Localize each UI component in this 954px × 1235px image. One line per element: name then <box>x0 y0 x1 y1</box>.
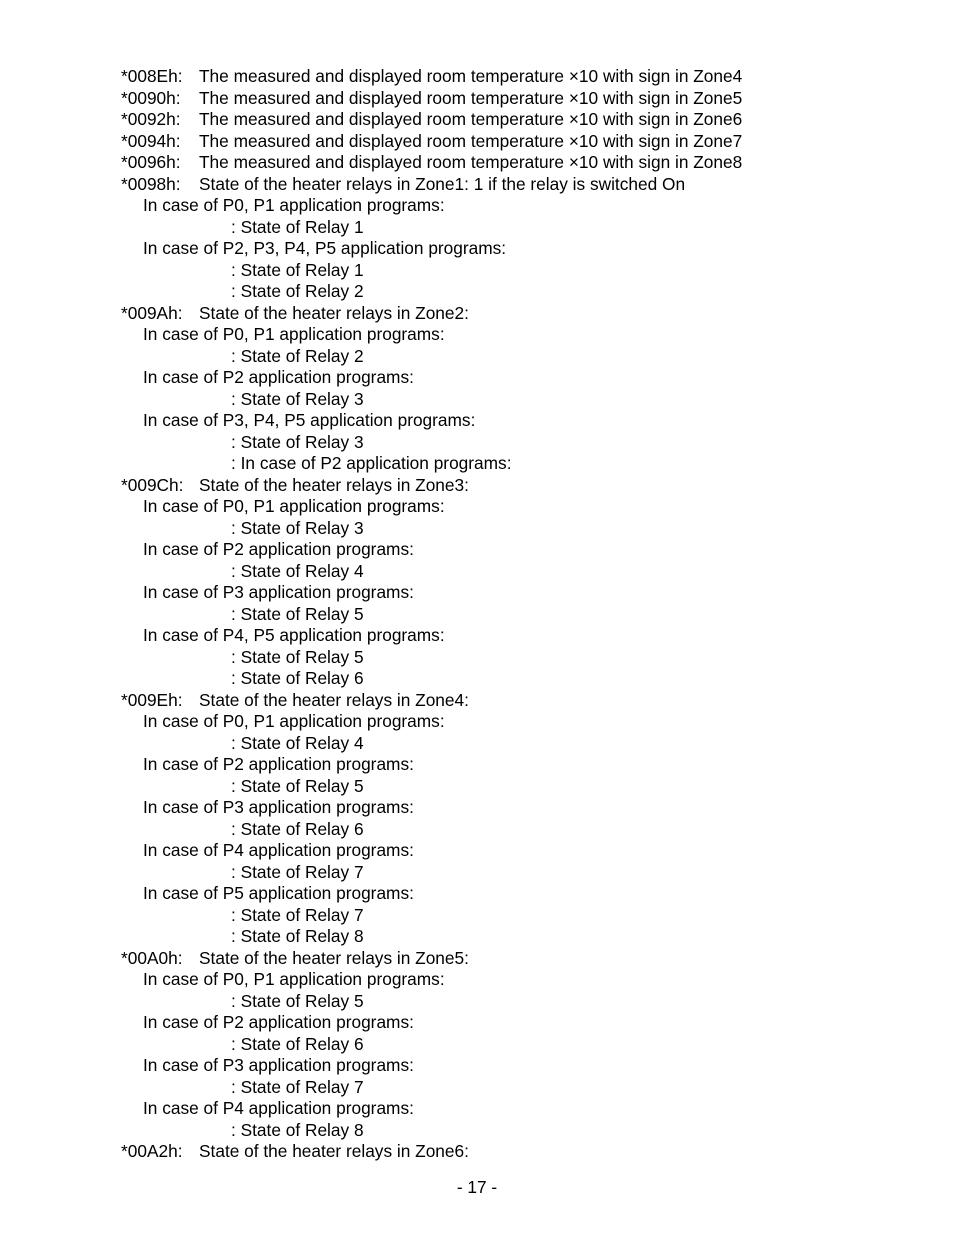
register-address: *009Ch: <box>121 474 184 495</box>
program-case-line <box>0 754 954 776</box>
relay-state-text: : State of Relay 8 <box>231 1119 364 1140</box>
register-description: State of the heater relays in Zone3: <box>199 474 469 495</box>
relay-state-line <box>0 518 954 540</box>
register-description: State of the heater relays in Zone4: <box>199 689 469 710</box>
program-case-line <box>0 496 954 518</box>
document-body <box>0 66 954 1163</box>
relay-state-text: : State of Relay 2 <box>231 281 364 301</box>
program-case-text: In case of P2 application programs: <box>143 367 414 387</box>
relay-state-line <box>0 905 954 927</box>
relay-state-line <box>0 217 954 239</box>
register-address: *0090h: <box>121 87 181 108</box>
relay-state-text: : State of Relay 3 <box>231 431 364 452</box>
register-description: State of the heater relays in Zone2: <box>199 302 469 323</box>
program-case-text: In case of P2 application programs: <box>143 539 414 559</box>
program-case-line <box>0 539 954 561</box>
register-description: The measured and displayed room temperature ×10 with sign in Zone7 <box>199 130 743 151</box>
program-case-text: In case of P3 application programs: <box>143 582 414 602</box>
program-case-line <box>0 582 954 604</box>
register-address: *0096h: <box>121 152 181 172</box>
register-description: State of the heater relays in Zone6: <box>199 1141 469 1161</box>
program-case-line <box>0 238 954 260</box>
program-case-text: In case of P0, P1 application programs: <box>143 324 445 344</box>
program-case-line <box>0 969 954 991</box>
register-description: The measured and displayed room temperature ×10 with sign in Zone4 <box>199 66 743 86</box>
register-entry <box>0 66 954 88</box>
program-case-line <box>0 1012 954 1034</box>
relay-state-text: : State of Relay 5 <box>231 775 364 796</box>
program-case-text: In case of P0, P1 application programs: <box>143 711 445 731</box>
relay-state-text: : State of Relay 7 <box>231 904 364 925</box>
program-case-line <box>0 195 954 217</box>
register-address: *009Eh: <box>121 689 183 710</box>
relay-state-line <box>0 991 954 1013</box>
register-description: State of the heater relays in Zone1: 1 if the relay is switched On <box>199 173 686 194</box>
register-address: *008Eh: <box>121 66 183 86</box>
relay-state-line <box>0 1077 954 1099</box>
program-case-line <box>0 1055 954 1077</box>
program-case-line <box>0 883 954 905</box>
relay-state-line <box>0 926 954 948</box>
program-case-text: In case of P3 application programs: <box>143 1055 414 1075</box>
relay-state-line <box>0 1034 954 1056</box>
program-case-text: In case of P2, P3, P4, P5 application programs: <box>143 238 507 258</box>
relay-state-text: : State of Relay 5 <box>231 646 364 667</box>
program-case-text: In case of P0, P1 application programs: <box>143 969 445 989</box>
relay-state-line <box>0 862 954 884</box>
register-entry <box>0 475 954 497</box>
relay-state-text: : State of Relay 1 <box>231 259 364 280</box>
register-address: *0098h: <box>121 173 181 194</box>
relay-state-text: : State of Relay 3 <box>231 517 364 538</box>
register-entry <box>0 174 954 196</box>
program-case-line <box>0 367 954 389</box>
relay-state-text: : State of Relay 7 <box>231 1076 364 1097</box>
program-case-text: In case of P2 application programs: <box>143 1012 414 1032</box>
relay-state-text: : In case of P2 application programs: <box>231 453 512 473</box>
program-case-line <box>0 840 954 862</box>
program-case-text: In case of P0, P1 application programs: <box>143 195 445 215</box>
relay-state-line <box>0 776 954 798</box>
register-entry <box>0 152 954 174</box>
program-case-line <box>0 711 954 733</box>
program-case-text: In case of P3 application programs: <box>143 797 414 817</box>
program-case-text: In case of P0, P1 application programs: <box>143 496 445 516</box>
relay-state-text: : State of Relay 1 <box>231 216 364 237</box>
relay-state-text: : State of Relay 6 <box>231 1033 364 1054</box>
relay-state-text: : State of Relay 3 <box>231 388 364 409</box>
relay-state-text: : State of Relay 6 <box>231 668 364 688</box>
relay-state-text: : State of Relay 7 <box>231 861 364 882</box>
register-address: *0092h: <box>121 109 181 129</box>
relay-state-text: : State of Relay 6 <box>231 818 364 839</box>
register-description: The measured and displayed room temperature ×10 with sign in Zone8 <box>199 152 743 172</box>
relay-state-line <box>0 453 954 475</box>
program-case-text: In case of P3, P4, P5 application programs: <box>143 410 476 430</box>
relay-state-line <box>0 647 954 669</box>
register-address: *009Ah: <box>121 302 183 323</box>
relay-state-line <box>0 281 954 303</box>
program-case-text: In case of P4, P5 application programs: <box>143 625 445 645</box>
relay-state-line <box>0 346 954 368</box>
page-number: - 17 - <box>456 1177 498 1197</box>
relay-state-text: : State of Relay 4 <box>231 560 364 581</box>
program-case-line <box>0 1098 954 1120</box>
program-case-text: In case of P4 application programs: <box>143 1098 414 1118</box>
register-address: *0094h: <box>121 130 181 151</box>
relay-state-line <box>0 1120 954 1142</box>
register-entry <box>0 948 954 970</box>
register-entry <box>0 109 954 131</box>
relay-state-text: : State of Relay 5 <box>231 603 364 624</box>
relay-state-line <box>0 733 954 755</box>
register-description: The measured and displayed room temperature ×10 with sign in Zone6 <box>199 109 743 129</box>
relay-state-line <box>0 389 954 411</box>
relay-state-text: : State of Relay 8 <box>231 926 364 946</box>
register-description: The measured and displayed room temperature ×10 with sign in Zone5 <box>199 87 743 108</box>
program-case-line <box>0 410 954 432</box>
register-address: *00A0h: <box>121 947 183 968</box>
program-case-line <box>0 797 954 819</box>
relay-state-text: : State of Relay 5 <box>231 990 364 1011</box>
register-description: State of the heater relays in Zone5: <box>199 947 469 968</box>
register-entry <box>0 1141 954 1163</box>
relay-state-text: : State of Relay 2 <box>231 345 364 366</box>
program-case-text: In case of P5 application programs: <box>143 883 414 903</box>
register-entry <box>0 303 954 325</box>
relay-state-line <box>0 819 954 841</box>
relay-state-line <box>0 561 954 583</box>
program-case-text: In case of P4 application programs: <box>143 840 414 860</box>
register-entry <box>0 690 954 712</box>
program-case-line <box>0 324 954 346</box>
program-case-line <box>0 625 954 647</box>
relay-state-text: : State of Relay 4 <box>231 732 364 753</box>
relay-state-line <box>0 260 954 282</box>
relay-state-line <box>0 604 954 626</box>
register-address: *00A2h: <box>121 1141 183 1161</box>
relay-state-line <box>0 668 954 690</box>
program-case-text: In case of P2 application programs: <box>143 754 414 774</box>
relay-state-line <box>0 432 954 454</box>
register-entry <box>0 88 954 110</box>
register-entry <box>0 131 954 153</box>
